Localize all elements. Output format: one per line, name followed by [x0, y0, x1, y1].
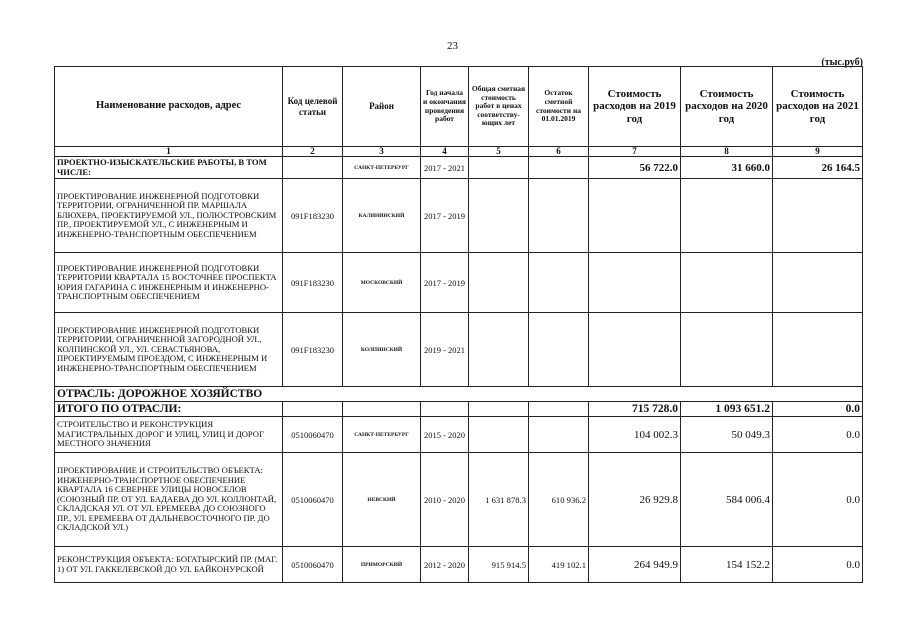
- row-years: 2015 - 2020: [421, 417, 469, 453]
- row-remaining: [529, 253, 589, 313]
- row-years: 2012 - 2020: [421, 547, 469, 583]
- header-years: Год начала и окончания проведения работ: [421, 67, 469, 147]
- row-name: СТРОИТЕЛЬСТВО И РЕКОНСТРУКЦИЯ МАГИСТРАЛЬНЫХ ДОРОГ И УЛИЦ, УЛИЦ И ДОРОГ МЕСТНОГО ЗНАЧЕНИЯ: [55, 417, 283, 453]
- row-name: ПРОЕКТИРОВАНИЕ И СТРОИТЕЛЬСТВО ОБЪЕКТА: ИНЖЕНЕРНО-ТРАНСПОРТНОЕ ОБЕСПЕЧЕНИЕ КВАРТАЛА 16 СЕВЕРНЕЕ УЛИЦЫ НОВОСЕЛОВ (СОЮЗНЫЙ ПР. ОТ УЛ. БАДАЕВА ДО УЛ. КОЛЛОНТАЙ, СКЛАДСКАЯ УЛ. ОТ УЛ. ЕРЕМЕЕВА ДО СОЮЗНОГО ПР., УЛ. ЕРЕМЕЕВА ОТ ДАЛЬНЕВОСТОЧНОГО ПР. ДО СКЛАДСКОЙ УЛ.): [55, 453, 283, 547]
- header-cost-2021: Стоимость расходов на 2021 год: [773, 67, 863, 147]
- table-row: [55, 453, 863, 547]
- row-total: [469, 313, 529, 387]
- row-name: РЕКОНСТРУКЦИЯ ОБЪЕКТА: БОГАТЫРСКИЙ ПР. (МАГ. 1) ОТ УЛ. ГАККЕЛЕВСКОЙ ДО УЛ. БАЙКОНУРСКОЙ: [55, 547, 283, 583]
- col-number: 5: [469, 147, 529, 157]
- row-cost-2019: 264 949.9: [589, 547, 681, 583]
- table-row: [55, 313, 863, 387]
- row-district: ПРИМОРСКИЙ: [343, 547, 421, 583]
- row-cost-2021: [773, 313, 863, 387]
- row-cost-2020: 154 152.2: [681, 547, 773, 583]
- col-number: 7: [589, 147, 681, 157]
- table-row: [55, 547, 863, 583]
- row-total: [469, 253, 529, 313]
- row-cost-2020: [681, 313, 773, 387]
- empty-cell: [469, 402, 529, 417]
- row-cost-2020: [681, 179, 773, 253]
- table-row: [55, 157, 863, 179]
- row-cost-2020: 584 006.4: [681, 453, 773, 547]
- row-remaining: [529, 417, 589, 453]
- row-cost-2019: 104 002.3: [589, 417, 681, 453]
- column-number-row: [55, 147, 863, 157]
- row-name: ПРОЕКТИРОВАНИЕ ИНЖЕНЕРНОЙ ПОДГОТОВКИ ТЕРРИТОРИИ КВАРТАЛА 15 ВОСТОЧНЕЕ ПРОСПЕКТА ЮРИЯ ГАГАРИНА С ИНЖЕНЕРНЫМ И ИНЖЕНЕРНО-ТРАНСПОРТНЫМ ОБЕСПЕЧЕНИЕМ: [55, 253, 283, 313]
- row-remaining: [529, 313, 589, 387]
- budget-table: [54, 66, 863, 583]
- row-years: 2017 - 2021: [421, 157, 469, 179]
- row-years: 2010 - 2020: [421, 453, 469, 547]
- col-number: 3: [343, 147, 421, 157]
- empty-cell: [343, 402, 421, 417]
- header-total: Общая сметная стоимость работ в ценах соответству-ющих лет: [469, 67, 529, 147]
- row-district: САНКТ-ПЕТЕРБУРГ: [343, 417, 421, 453]
- row-code: 0510060470: [283, 453, 343, 547]
- table-row: [55, 253, 863, 313]
- header-name: Наименование расходов, адрес: [55, 67, 283, 147]
- row-cost-2020: 31 660.0: [681, 157, 773, 179]
- section-row: [55, 387, 863, 402]
- row-cost-2019: [589, 313, 681, 387]
- total-cost-2019: 715 728.0: [589, 402, 681, 417]
- row-total: 915 914.5: [469, 547, 529, 583]
- col-number: 4: [421, 147, 469, 157]
- header-district: Район: [343, 67, 421, 147]
- row-cost-2020: 50 049.3: [681, 417, 773, 453]
- col-number: 8: [681, 147, 773, 157]
- col-number: 2: [283, 147, 343, 157]
- empty-cell: [529, 402, 589, 417]
- empty-cell: [421, 402, 469, 417]
- row-code: [283, 157, 343, 179]
- row-district: МОСКОВСКИЙ: [343, 253, 421, 313]
- total-cost-2020: 1 093 651.2: [681, 402, 773, 417]
- row-cost-2021: 26 164.5: [773, 157, 863, 179]
- col-number: 9: [773, 147, 863, 157]
- total-cost-2021: 0.0: [773, 402, 863, 417]
- row-remaining: 419 102.1: [529, 547, 589, 583]
- row-cost-2019: 56 722.0: [589, 157, 681, 179]
- row-district: НЕВСКИЙ: [343, 453, 421, 547]
- row-cost-2021: 0.0: [773, 417, 863, 453]
- row-total: [469, 157, 529, 179]
- total-label: ИТОГО ПО ОТРАСЛИ:: [55, 402, 283, 417]
- row-code: 0510060470: [283, 417, 343, 453]
- row-district: САНКТ-ПЕТЕРБУРГ: [343, 157, 421, 179]
- row-name: ПРОЕКТНО-ИЗЫСКАТЕЛЬСКИЕ РАБОТЫ, В ТОМ ЧИСЛЕ:: [55, 157, 283, 179]
- table-row: [55, 179, 863, 253]
- col-number: 1: [55, 147, 283, 157]
- row-years: 2019 - 2021: [421, 313, 469, 387]
- table-row: [55, 417, 863, 453]
- units-label: (тыс.руб): [821, 57, 863, 68]
- page-number: 23: [447, 40, 458, 52]
- header-remaining: Остаток сметной стоимости на 01.01.2019: [529, 67, 589, 147]
- header-cost-2019: Стоимость расходов на 2019 год: [589, 67, 681, 147]
- header-code: Код целевой статьи: [283, 67, 343, 147]
- row-code: 091F183230: [283, 313, 343, 387]
- row-cost-2019: 26 929.8: [589, 453, 681, 547]
- row-cost-2021: 0.0: [773, 453, 863, 547]
- row-remaining: [529, 157, 589, 179]
- row-name: ПРОЕКТИРОВАНИЕ ИНЖЕНЕРНОЙ ПОДГОТОВКИ ТЕРРИТОРИИ, ОГРАНИЧЕННОЙ ПР. МАРШАЛА БЛЮХЕРА, ПРОЕКТИРУЕМОЙ УЛ., ПОЛЮСТРОВСКИМ ПР., ПРОЕКТИРУЕМОЙ УЛ., С ИНЖЕНЕРНЫМ И ИНЖЕНЕРНО-ТРАНСПОРТНЫМ ОБЕСПЕЧЕНИЕМ: [55, 179, 283, 253]
- row-cost-2021: 0.0: [773, 547, 863, 583]
- row-years: 2017 - 2019: [421, 253, 469, 313]
- section-title: ОТРАСЛЬ: ДОРОЖНОЕ ХОЗЯЙСТВО: [55, 387, 863, 402]
- row-name: ПРОЕКТИРОВАНИЕ ИНЖЕНЕРНОЙ ПОДГОТОВКИ ТЕРРИТОРИИ, ОГРАНИЧЕННОЙ ЗАГОРОДНОЙ УЛ., КОЛПИНСКОЙ УЛ., УЛ. СЕВАСТЬЯНОВА, ПРОЕКТИРУЕМЫМ ПРОЕЗДОМ, С ИНЖЕНЕРНЫМ И ИНЖЕНЕРНО-ТРАНСПОРТНЫМ ОБЕСПЕЧЕНИЕМ: [55, 313, 283, 387]
- row-total: 1 631 878.3: [469, 453, 529, 547]
- header-cost-2020: Стоимость расходов на 2020 год: [681, 67, 773, 147]
- header-row: [55, 67, 863, 147]
- row-cost-2021: [773, 253, 863, 313]
- row-district: КАЛИНИНСКИЙ: [343, 179, 421, 253]
- row-total: [469, 417, 529, 453]
- row-total: [469, 179, 529, 253]
- row-cost-2019: [589, 179, 681, 253]
- row-code: 091F183230: [283, 253, 343, 313]
- row-code: 091F183230: [283, 179, 343, 253]
- row-remaining: 610 936.2: [529, 453, 589, 547]
- total-row: [55, 402, 863, 417]
- row-code: 0510060470: [283, 547, 343, 583]
- row-cost-2019: [589, 253, 681, 313]
- row-years: 2017 - 2019: [421, 179, 469, 253]
- empty-cell: [283, 402, 343, 417]
- row-remaining: [529, 179, 589, 253]
- row-cost-2020: [681, 253, 773, 313]
- col-number: 6: [529, 147, 589, 157]
- row-district: КОЛПИНСКИЙ: [343, 313, 421, 387]
- row-cost-2021: [773, 179, 863, 253]
